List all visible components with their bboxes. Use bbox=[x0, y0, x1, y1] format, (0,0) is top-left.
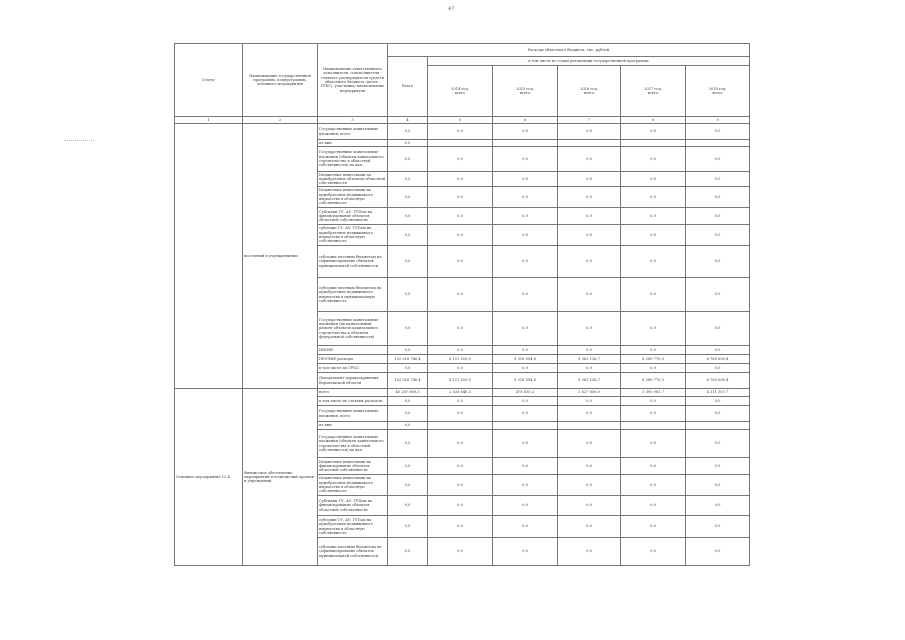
value-cell bbox=[428, 140, 493, 147]
value-cell: 0,0 bbox=[428, 475, 493, 496]
budget-table bbox=[174, 43, 750, 566]
value-cell: 2 827 650,0 bbox=[558, 389, 621, 397]
value-cell: 0,0 bbox=[686, 430, 750, 458]
value-cell: 0,0 bbox=[686, 246, 750, 278]
value-cell: 0,0 bbox=[388, 538, 428, 566]
column-number: 9 bbox=[686, 117, 750, 124]
row-label: Бюджетные инвестиции на приобретение недвижимого имущества в областную собственность bbox=[318, 187, 388, 208]
scan-artifact-line bbox=[64, 140, 94, 141]
value-cell: 0,0 bbox=[621, 538, 686, 566]
value-cell: 0,0 bbox=[493, 496, 558, 516]
header-year-2017: 2017 год, всего bbox=[621, 66, 686, 117]
value-cell: 0,0 bbox=[428, 538, 493, 566]
value-cell: 0,0 bbox=[686, 124, 750, 140]
row-label: Государственные капитальные вложения, всего bbox=[318, 406, 388, 422]
value-cell: 0,0 bbox=[558, 475, 621, 496]
value-cell: 0,0 bbox=[493, 364, 558, 373]
value-cell: 0,0 bbox=[388, 147, 428, 172]
program-name-cell: поселений и учреждениями bbox=[243, 124, 318, 389]
value-cell: 0,0 bbox=[558, 312, 621, 346]
value-cell: 0,0 bbox=[493, 430, 558, 458]
value-cell: 0,0 bbox=[388, 475, 428, 496]
value-cell: 0,0 bbox=[493, 225, 558, 246]
value-cell: 0,0 bbox=[558, 172, 621, 187]
header-status: Статус bbox=[175, 44, 243, 117]
value-cell: 0,0 bbox=[686, 496, 750, 516]
row-label: Субсидии ГУ, АУ, ГУПам на финансирование объектов областной собственности bbox=[318, 496, 388, 516]
header-year-2014: 2014 год, всего bbox=[428, 66, 493, 117]
header-year-2015: 2015 год, всего bbox=[493, 66, 558, 117]
header-year-2016: 2016 год, всего bbox=[558, 66, 621, 117]
value-cell: 0,0 bbox=[686, 172, 750, 187]
row-label: субсидии местным бюджетам на приобретение недвижимого имущества в муниципальную собственность bbox=[318, 278, 388, 312]
value-cell: 0,0 bbox=[388, 346, 428, 355]
value-cell: 0,0 bbox=[686, 538, 750, 566]
value-cell bbox=[621, 140, 686, 147]
value-cell: 0,0 bbox=[388, 208, 428, 225]
value-cell: 0,0 bbox=[621, 187, 686, 208]
value-cell: 0,0 bbox=[558, 346, 621, 355]
table-row bbox=[175, 389, 750, 397]
value-cell: 2 033 848,3 bbox=[428, 389, 493, 397]
column-number: 3 bbox=[318, 117, 388, 124]
value-cell: 0,0 bbox=[558, 147, 621, 172]
value-cell: 0,0 bbox=[621, 516, 686, 538]
value-cell: 0,0 bbox=[621, 397, 686, 406]
row-label: из них: bbox=[318, 422, 388, 430]
row-label: в том числе по статьям расходов: bbox=[318, 397, 388, 406]
value-cell: 0,0 bbox=[493, 475, 558, 496]
value-cell: 0,0 bbox=[388, 397, 428, 406]
value-cell: 0,0 bbox=[428, 496, 493, 516]
value-cell: 9 361 126,7 bbox=[558, 355, 621, 364]
value-cell: 0,0 bbox=[621, 364, 686, 373]
value-cell: 3 393 081,7 bbox=[621, 389, 686, 397]
header-by-years: в том числе по годам реализации государственной программы bbox=[428, 57, 750, 66]
header-year-2018: 2018 год, всего bbox=[686, 66, 750, 117]
value-cell: 0,0 bbox=[686, 406, 750, 422]
status-cell: Основное мероприятие 12.4 bbox=[175, 389, 243, 566]
row-label: в том числе по ГРБС: bbox=[318, 364, 388, 373]
column-number: 5 bbox=[428, 117, 493, 124]
value-cell: 0,0 bbox=[388, 458, 428, 475]
value-cell: 0,0 bbox=[621, 430, 686, 458]
value-cell: 0,0 bbox=[428, 406, 493, 422]
column-number: 8 bbox=[621, 117, 686, 124]
value-cell: 0,0 bbox=[493, 278, 558, 312]
value-cell bbox=[558, 140, 621, 147]
value-cell: 0,0 bbox=[686, 312, 750, 346]
value-cell: 0,0 bbox=[686, 278, 750, 312]
row-label: Государственные капитальные вложения, всего bbox=[318, 124, 388, 140]
value-cell bbox=[686, 140, 750, 147]
value-cell: 0,0 bbox=[428, 397, 493, 406]
value-cell: 0,0 bbox=[493, 397, 558, 406]
value-cell: 0,0 bbox=[388, 124, 428, 140]
row-label: всего bbox=[318, 389, 388, 397]
value-cell: 0,0 bbox=[621, 124, 686, 140]
row-label: из них: bbox=[318, 140, 388, 147]
row-label: Государственные капитальные вложения (на капитальный ремонт объектов капитального строительства и объектов федеральной собственности) bbox=[318, 312, 388, 346]
value-cell: 0,0 bbox=[428, 346, 493, 355]
value-cell bbox=[493, 422, 558, 430]
column-number: 4 bbox=[388, 117, 428, 124]
value-cell: 0,0 bbox=[686, 516, 750, 538]
row-label: ПРОЧИЕ расходы bbox=[318, 355, 388, 364]
row-label: субсидии местным бюджетам на софинансирование объектов муниципальной собственности bbox=[318, 246, 388, 278]
value-cell: 0,0 bbox=[493, 208, 558, 225]
value-cell: 8 763 690,4 bbox=[686, 355, 750, 364]
row-label: Бюджетные инвестиции на финансирование объектов областной собственности bbox=[318, 458, 388, 475]
row-label: НИОКР bbox=[318, 346, 388, 355]
value-cell: 0,0 bbox=[493, 172, 558, 187]
value-cell bbox=[621, 422, 686, 430]
row-label: субсидии ГУ, АУ, ГУПам на приобретение недвижимого имущества в областную собственность bbox=[318, 516, 388, 538]
value-cell: 0,0 bbox=[493, 187, 558, 208]
value-cell: 0,0 bbox=[558, 406, 621, 422]
header-total: Всего bbox=[388, 57, 428, 117]
value-cell: 0,0 bbox=[621, 246, 686, 278]
value-cell: 0,0 bbox=[388, 246, 428, 278]
value-cell: 0,0 bbox=[558, 397, 621, 406]
table-row bbox=[175, 124, 750, 140]
value-cell: 0,0 bbox=[388, 140, 428, 147]
value-cell: 0,0 bbox=[493, 406, 558, 422]
value-cell: 0,0 bbox=[388, 172, 428, 187]
header-program-name: Наименование государственной программы, подпрограммы, основного мероприятия bbox=[243, 44, 318, 117]
value-cell: 0,0 bbox=[621, 208, 686, 225]
value-cell: 0,0 bbox=[493, 246, 558, 278]
value-cell: 102 516 746,4 bbox=[388, 373, 428, 389]
value-cell: 9 316 594,8 bbox=[493, 355, 558, 364]
value-cell: 0,0 bbox=[428, 430, 493, 458]
value-cell: 0,0 bbox=[558, 208, 621, 225]
value-cell: 0,0 bbox=[558, 364, 621, 373]
value-cell: 0,0 bbox=[388, 278, 428, 312]
value-cell: 0,0 bbox=[493, 147, 558, 172]
value-cell: 0,0 bbox=[493, 346, 558, 355]
value-cell: 0,0 bbox=[621, 225, 686, 246]
page-number: 47 bbox=[448, 6, 455, 12]
value-cell: 0,0 bbox=[388, 187, 428, 208]
value-cell: 0,0 bbox=[558, 246, 621, 278]
status-cell bbox=[175, 124, 243, 389]
value-cell: 0,0 bbox=[428, 278, 493, 312]
value-cell: 0,0 bbox=[388, 422, 428, 430]
header-responsible: Наименование ответственного исполнителя, соисполнителя - главного распорядителя средств областного бюджета (далее - ГРБС), участника/ наименование мероприятия bbox=[318, 44, 388, 117]
value-cell: 0,0 bbox=[558, 430, 621, 458]
value-cell: 0,0 bbox=[428, 364, 493, 373]
column-number: 7 bbox=[558, 117, 621, 124]
value-cell: 0,0 bbox=[621, 496, 686, 516]
value-cell: 0,0 bbox=[621, 172, 686, 187]
value-cell: 0,0 bbox=[621, 406, 686, 422]
column-number: 6 bbox=[493, 117, 558, 124]
value-cell: 0,0 bbox=[558, 124, 621, 140]
value-cell: 0,0 bbox=[621, 458, 686, 475]
value-cell: 0,0 bbox=[621, 475, 686, 496]
value-cell: 0,0 bbox=[558, 278, 621, 312]
value-cell: 0,0 bbox=[428, 187, 493, 208]
value-cell: 0,0 bbox=[558, 496, 621, 516]
column-number: 2 bbox=[243, 117, 318, 124]
value-cell: 8 289 770,5 bbox=[621, 373, 686, 389]
value-cell: 9 361 126,7 bbox=[558, 373, 621, 389]
value-cell: 0,0 bbox=[558, 538, 621, 566]
row-label: Департамент здравоохранения Воронежской области bbox=[318, 373, 388, 389]
value-cell: 0,0 bbox=[428, 312, 493, 346]
value-cell: 0,0 bbox=[428, 458, 493, 475]
value-cell: 0,0 bbox=[388, 312, 428, 346]
value-cell: 0,0 bbox=[558, 225, 621, 246]
value-cell: 0,0 bbox=[686, 458, 750, 475]
row-label: Бюджетные инвестиции на приобретение объектов областной собственности bbox=[318, 172, 388, 187]
row-label: субсидии местным бюджетам на софинансирование объектов муниципальной собственности bbox=[318, 538, 388, 566]
value-cell: 9 316 594,8 bbox=[493, 373, 558, 389]
value-cell bbox=[686, 422, 750, 430]
value-cell: 0,0 bbox=[686, 397, 750, 406]
value-cell: 0,0 bbox=[428, 225, 493, 246]
value-cell: 0,0 bbox=[493, 538, 558, 566]
value-cell: 102 516 746,4 bbox=[388, 355, 428, 364]
row-label: Государственные капитальные вложения (объекты капитального строительства в областной собственности) на кап. bbox=[318, 430, 388, 458]
value-cell: 0,0 bbox=[428, 147, 493, 172]
value-cell: 0,0 bbox=[428, 516, 493, 538]
value-cell: 0,0 bbox=[686, 225, 750, 246]
value-cell bbox=[493, 140, 558, 147]
value-cell: 0,0 bbox=[493, 516, 558, 538]
value-cell: 0,0 bbox=[493, 312, 558, 346]
program-name-cell: Финансовое обеспечение мероприятий и полномочий органов и учреждений bbox=[243, 389, 318, 566]
value-cell: 0,0 bbox=[428, 172, 493, 187]
value-cell: 0,0 bbox=[621, 346, 686, 355]
value-cell: 0,0 bbox=[686, 208, 750, 225]
value-cell: 8 289 770,5 bbox=[621, 355, 686, 364]
value-cell: 0,0 bbox=[388, 406, 428, 422]
value-cell: 0,0 bbox=[686, 364, 750, 373]
value-cell: 0,0 bbox=[388, 496, 428, 516]
row-label: субсидии ГУ, АУ, ГУПам на приобретение недвижимого имущества в областную собственность bbox=[318, 225, 388, 246]
column-number: 1 bbox=[175, 117, 243, 124]
value-cell: 0,0 bbox=[428, 246, 493, 278]
header-expenses-title: Расходы областного бюджета, тыс. рублей bbox=[388, 44, 750, 57]
value-cell: 0,0 bbox=[686, 147, 750, 172]
value-cell: 40 287 689,3 bbox=[388, 389, 428, 397]
value-cell: 0,0 bbox=[686, 475, 750, 496]
value-cell: 8 111 929,5 bbox=[428, 355, 493, 364]
value-cell: 0,0 bbox=[621, 278, 686, 312]
value-cell: 0,0 bbox=[558, 458, 621, 475]
value-cell: 0,0 bbox=[428, 208, 493, 225]
value-cell: 0,0 bbox=[493, 124, 558, 140]
value-cell: 4 311 307,7 bbox=[686, 389, 750, 397]
value-cell: 0,0 bbox=[428, 124, 493, 140]
row-label: Субсидии ГУ, АУ, ГУПам на финансирование объектов областной собственности bbox=[318, 208, 388, 225]
row-label: Государственные капитальные вложения (объекты капитального строительства в областной собственности) на кап. bbox=[318, 147, 388, 172]
value-cell: 0,0 bbox=[388, 364, 428, 373]
value-cell: 0,0 bbox=[493, 458, 558, 475]
value-cell: 8 763 690,4 bbox=[686, 373, 750, 389]
value-cell bbox=[428, 422, 493, 430]
row-label: Бюджетные инвестиции на приобретение недвижимого имущества в областную собственность bbox=[318, 475, 388, 496]
value-cell: 0,0 bbox=[558, 516, 621, 538]
value-cell: 0,0 bbox=[621, 312, 686, 346]
value-cell: 0,0 bbox=[388, 516, 428, 538]
value-cell bbox=[558, 422, 621, 430]
value-cell: 0,0 bbox=[686, 346, 750, 355]
value-cell: 0,0 bbox=[388, 225, 428, 246]
value-cell: 8 111 929,5 bbox=[428, 373, 493, 389]
value-cell: 0,0 bbox=[621, 147, 686, 172]
value-cell: 0,0 bbox=[558, 187, 621, 208]
value-cell: 0,0 bbox=[686, 187, 750, 208]
value-cell: 478 830,2 bbox=[493, 389, 558, 397]
value-cell: 0,0 bbox=[388, 430, 428, 458]
